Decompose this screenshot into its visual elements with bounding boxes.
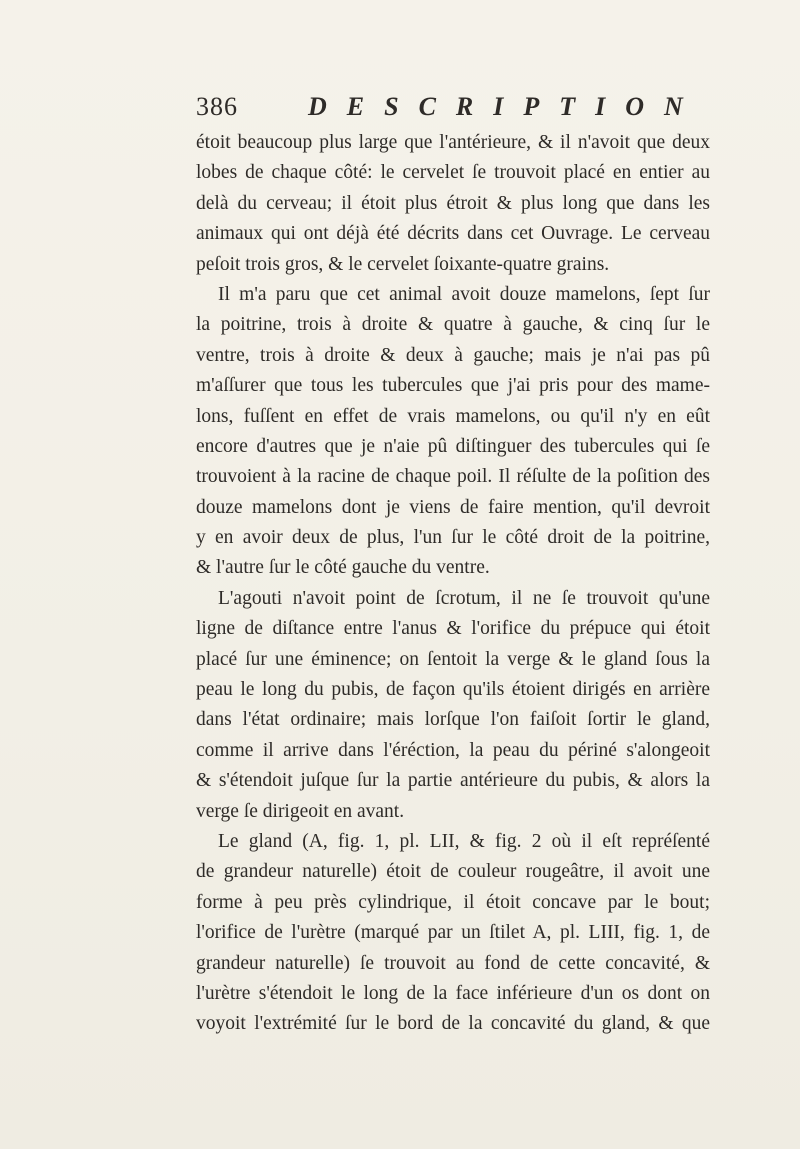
text-line: lons, fuſſent en effet de vrais mamelons, ou qu'il n'y en eût bbox=[196, 405, 710, 427]
text-line: Il m'a paru que cet animal avoit douze mamelons, ſept ſur bbox=[218, 283, 710, 305]
text-line: L'agouti n'avoit point de ſcrotum, il ne ſe trouvoit qu'une bbox=[218, 587, 710, 609]
text-line: l'urètre s'étendoit le long de la face inférieure d'un os dont on bbox=[196, 982, 710, 1004]
text-line: ventre, trois à droite & deux à gauche; mais je n'ai pas pû bbox=[196, 344, 710, 366]
body-text bbox=[196, 128, 710, 1040]
text-line: lobes de chaque côté: le cervelet ſe trouvoit placé en entier au bbox=[196, 162, 710, 184]
text-line: la poitrine, trois à droite & quatre à gauche, & cinq ſur le bbox=[196, 314, 710, 336]
text-line: étoit beaucoup plus large que l'antérieure, & il n'avoit que deux bbox=[196, 132, 710, 153]
text-line: Le gland (A, fig. 1, pl. LII, & fig. 2 où il eſt repréſenté bbox=[218, 830, 710, 852]
text-line: douze mamelons dont je viens de faire mention, qu'il devroit bbox=[196, 496, 710, 518]
text-line: trouvoient à la racine de chaque poil. Il réſulte de la poſition des bbox=[196, 466, 710, 488]
text-line: y en avoir deux de plus, l'un ſur le côté droit de la poitrine, bbox=[196, 527, 710, 549]
text-line: m'aſſurer que tous les tubercules que j'ai pris pour des mame- bbox=[196, 375, 710, 397]
text-line: & l'autre ſur le côté gauche du ventre. bbox=[196, 557, 490, 579]
text-line: comme il arrive dans l'éréction, la peau du périné s'alongeoit bbox=[196, 739, 710, 761]
text-line: encore d'autres que je n'aie pû diſtinguer des tubercules qui ſe bbox=[196, 435, 710, 457]
text-line: & s'étendoit juſque ſur la partie antérieure du pubis, & alors la bbox=[196, 770, 710, 792]
text-line: peſoit trois gros, & le cervelet ſoixante-quatre grains. bbox=[196, 253, 610, 275]
text-line: de grandeur naturelle) étoit de couleur rougeâtre, il avoit une bbox=[196, 861, 710, 883]
text-line: placé ſur une éminence; on ſentoit la verge & le gland ſous la bbox=[196, 648, 710, 670]
text-line: l'orifice de l'urètre (marqué par un ſtilet A, pl. LIII, fig. 1, de bbox=[196, 922, 710, 944]
text-line: animaux qui ont déjà été décrits dans cet Ouvrage. Le cerveau bbox=[196, 223, 710, 245]
text-line: delà du cerveau; il étoit plus étroit & plus long que dans les bbox=[196, 192, 710, 214]
page-header bbox=[196, 92, 716, 132]
text-line: verge ſe dirigeoit en avant. bbox=[196, 800, 405, 822]
text-line: peau le long du pubis, de façon qu'ils étoient dirigés en arrière bbox=[196, 679, 710, 701]
text-line: grandeur naturelle) ſe trouvoit au fond de cette concavité, & bbox=[196, 952, 710, 974]
running-title: DESCRIPTION bbox=[308, 92, 703, 121]
text-line: voyoit l'extrémité ſur le bord de la concavité du gland, & que bbox=[196, 1013, 710, 1035]
text-line: forme à peu près cylindrique, il étoit concave par le bout; bbox=[196, 891, 710, 913]
text-line: ligne de diſtance entre l'anus & l'orifice du prépuce qui étoit bbox=[196, 618, 710, 640]
text-line: dans l'état ordinaire; mais lorſque l'on faiſoit ſortir le gland, bbox=[196, 709, 710, 731]
page-number: 386 bbox=[196, 92, 238, 121]
